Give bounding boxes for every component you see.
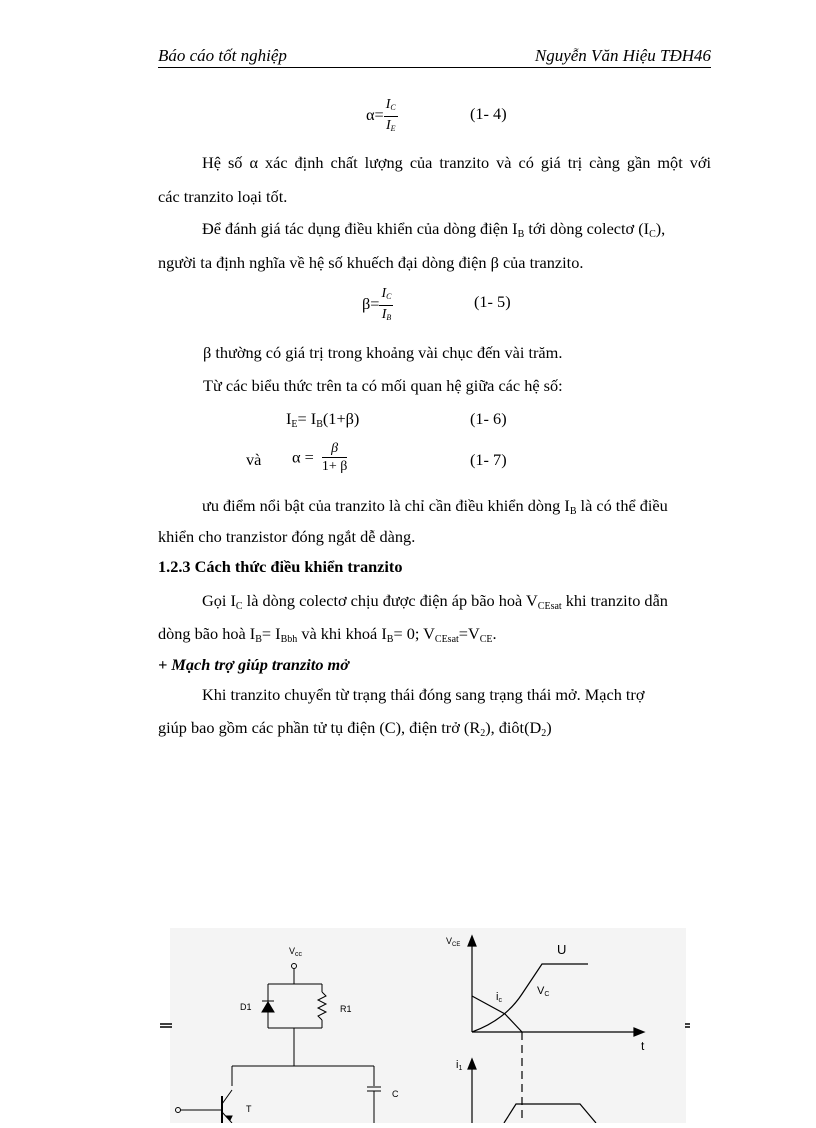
paragraph-control: Gọi $I_C$ là dòng colectơ chịu được điện áp bão hoà $V_{CEsat}$ khi tranzito dẫn [202, 591, 668, 612]
fraction: $\frac{I_C}{I_E}$ [385, 97, 396, 133]
equation-number-1-5: (1- 5) [474, 292, 511, 311]
paragraph-beta-range: β thường có giá trị trong khoảng vài chục đến vài trăm. [203, 343, 563, 362]
section-heading: 1.2.3 Cách thức điều khiển tranzito [158, 557, 403, 576]
header-right: Nguyễn Văn Hiệu TĐH46 [534, 46, 711, 65]
equation-number-1-4: (1- 4) [470, 104, 507, 123]
paragraph-alpha: Hệ số α xác định chất lượng của tranzito và có giá trị càng gần một với [202, 153, 711, 172]
vcc-label: $V_{cc}$ [289, 946, 303, 958]
equation-number-1-7: (1- 7) [470, 450, 507, 469]
paragraph-beta-intro-cont: người ta định nghĩa về hệ số khuếch đại dòng điện β của tranzito. [158, 253, 584, 272]
vc-label: VC [537, 985, 550, 998]
figure-svg [160, 928, 690, 1123]
paragraph-relations: Từ các biểu thức trên ta có mối quan hệ giữa các hệ số: [203, 376, 563, 395]
r1-label: R1 [340, 1004, 352, 1014]
paragraph-alpha-cont: các tranzito loại tốt. [158, 187, 288, 206]
d1-label: D1 [240, 1002, 252, 1012]
equation-1-5: β= $\frac{I_C}{I_B}$ [362, 285, 393, 326]
equation-1-7: α = $\frac{\beta}{1+ \beta}$ [292, 441, 348, 474]
vce-axis-label: $V_{CE}$ [446, 936, 461, 948]
t-label: T [246, 1104, 252, 1114]
fraction: $\frac{I_C}{I_B}$ [381, 286, 392, 322]
equation-1-7-prefix: và [246, 450, 262, 469]
c-label: C [392, 1089, 399, 1099]
header-left: Báo cáo tốt nghiệp [158, 46, 287, 65]
figure-panel [160, 928, 690, 1123]
paragraph-advantage: ưu điểm nổi bật của tranzito là chỉ cần điều khiển dòng $I_B$ là có thể điều [202, 496, 668, 517]
paragraph-beta-intro: Để đánh giá tác dụng điều khiển của dòng điện $I_B$ tới dòng colectơ $(I_C)$, [202, 219, 666, 240]
figure-background [170, 928, 686, 1123]
equation-1-4 [366, 96, 398, 137]
ic-label: ic [496, 991, 502, 1004]
header-rule [158, 67, 711, 68]
paragraph-control-cont: dòng bão hoà $I_B= I_{Bbh}$ và khi khoá $I_B= 0$; $V_{CEsat}=V_{CE}$. [158, 624, 497, 645]
equation-number-1-6: (1- 6) [470, 409, 507, 428]
i1-axis-label: i1 [456, 1059, 463, 1072]
paragraph-support: Khi tranzito chuyển từ trạng thái đóng sang trạng thái mở. Mạch trợ [202, 685, 645, 704]
t-axis-label: t [641, 1039, 645, 1053]
page-header [158, 44, 711, 68]
u-label: U [557, 942, 567, 957]
equation-1-6: $I_E= I_B(1+\beta)$ [286, 409, 360, 430]
paragraph-support-cont: giúp bao gồm các phần tử tụ điện (C), điện trở $(R_2)$, $điôt(D_2)$ [158, 718, 552, 739]
subheading-support-circuit: + Mạch trợ giúp tranzito mở [158, 655, 349, 674]
paragraph-advantage-cont: khiển cho tranzistor đóng ngắt dễ dàng. [158, 527, 416, 546]
eq-lhs: α= [366, 105, 384, 125]
